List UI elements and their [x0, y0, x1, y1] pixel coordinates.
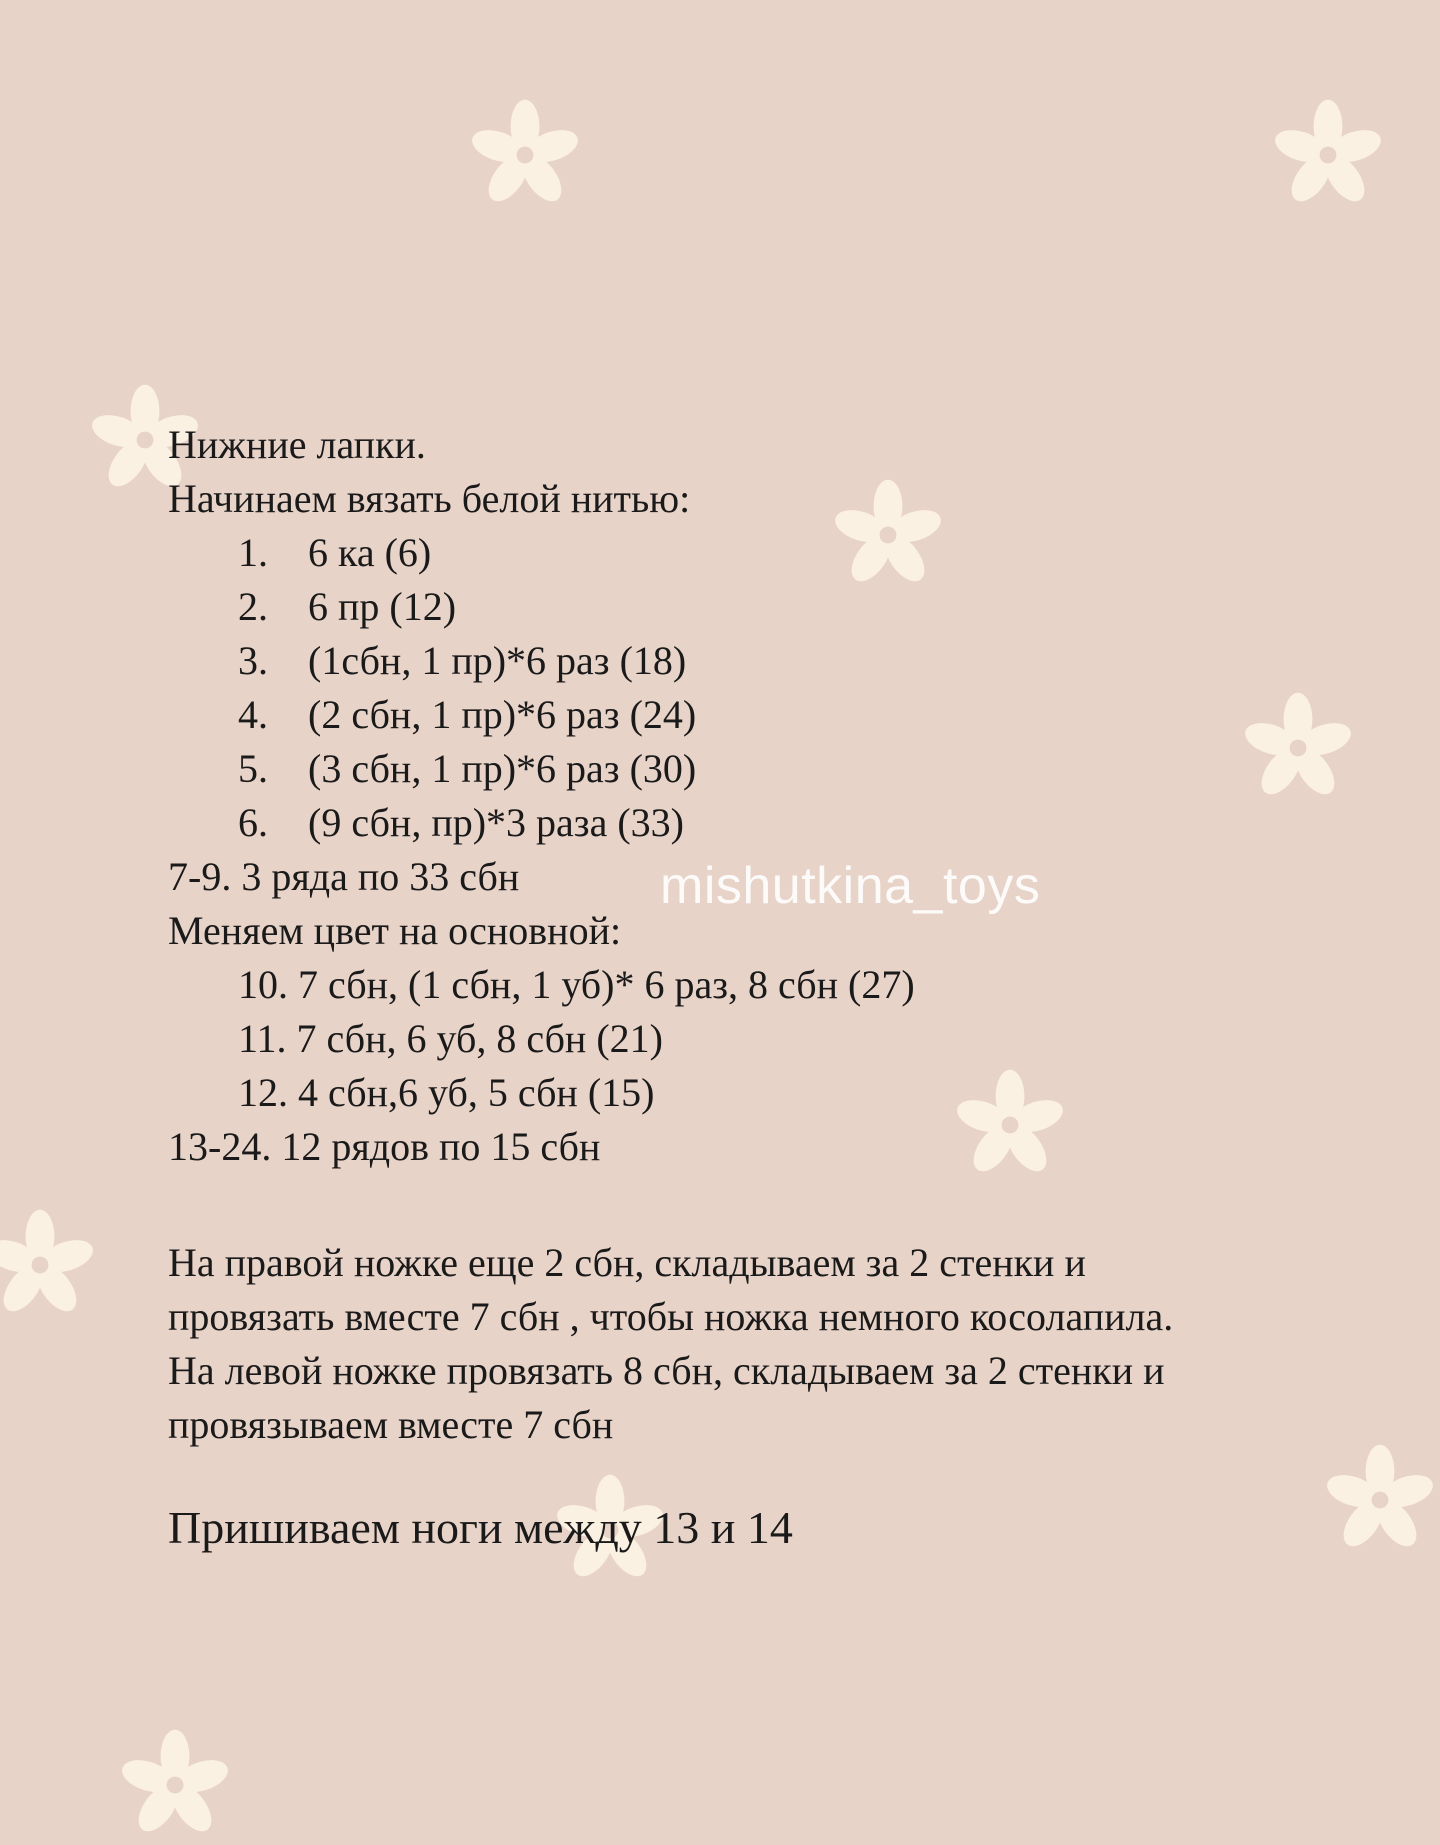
rows-13-24-text: 13-24. 12 рядов по 15 сбн	[168, 1124, 601, 1169]
row-number: 2.	[238, 584, 268, 629]
paragraph-line: На правой ножке еще 2 сбн, складываем за 2 стенки и	[168, 1240, 1086, 1285]
row-number: 1.	[238, 530, 268, 575]
list-item	[238, 634, 686, 688]
list-item	[238, 688, 696, 742]
row-number: 5.	[238, 746, 268, 791]
row-number: 3.	[238, 638, 268, 683]
list-item	[238, 526, 431, 580]
intro-text: Начинаем вязать белой нитью:	[168, 476, 691, 521]
row-text: 6 ка (6)	[308, 530, 432, 575]
list-item: 10. 7 сбн, (1 сбн, 1 уб)* 6 раз, 8 сбн (27)	[238, 962, 915, 1007]
watermark: mishutkina_toys	[660, 857, 1041, 915]
row-number: 6.	[238, 800, 268, 845]
list-item: 11. 7 сбн, 6 уб, 8 сбн (21)	[238, 1016, 663, 1061]
row-text: (9 сбн, пр)*3 раза (33)	[308, 800, 684, 845]
row-text: (2 сбн, 1 пр)*6 раз (24)	[308, 692, 697, 737]
paragraph-line: На левой ножке провязать 8 сбн, складываем за 2 стенки и	[168, 1348, 1165, 1393]
row-text: 6 пр (12)	[308, 584, 457, 629]
change-color-text: Меняем цвет на основной:	[168, 908, 622, 953]
list-item: 12. 4 сбн,6 уб, 5 сбн (15)	[238, 1070, 655, 1115]
rows-7-9-text: 7-9. 3 ряда по 33 сбн	[168, 854, 520, 899]
list-item	[238, 742, 696, 796]
paragraph-line: провязать вместе 7 сбн , чтобы ножка немного косолапила.	[168, 1294, 1174, 1339]
list-item	[238, 580, 456, 634]
list-item	[238, 796, 684, 850]
row-text: (3 сбн, 1 пр)*6 раз (30)	[308, 746, 697, 791]
paragraph-line: провязываем вместе 7 сбн	[168, 1402, 614, 1447]
row-number: 4.	[238, 692, 268, 737]
section-title: Нижние лапки.	[168, 422, 426, 467]
row-text: (1сбн, 1 пр)*6 раз (18)	[308, 638, 687, 683]
final-note: Пришиваем ноги между 13 и 14	[168, 1502, 793, 1553]
